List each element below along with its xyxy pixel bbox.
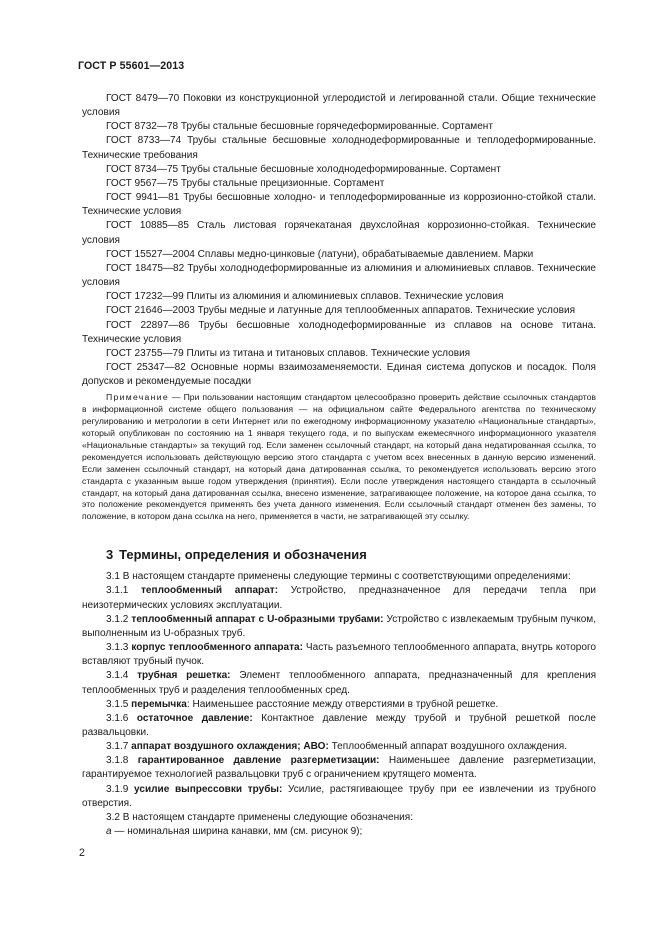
term-number: 3.1.9 [106,783,129,795]
term-number: 3.1.2 [106,613,129,625]
note-label: Примечание [106,392,169,403]
term-name: усилие выпрессовки трубы: [134,783,283,795]
term-name: перемычка [131,698,187,710]
section-number: 3 [106,547,114,563]
reference-item: ГОСТ 21646—2003 Трубы медные и латунные для теплообменных аппаратов. Технические условия [106,305,576,317]
reference-item: ГОСТ 8734—75 Трубы стальные бесшовные холоднодеформированные. Сортамент [106,163,501,175]
reference-item: ГОСТ 23755—79 Плиты из титана и титановых сплавов. Технические условия [106,347,471,359]
reference-item: ГОСТ 17232—99 Плиты из алюминия и алюминиевых сплавов. Технические условия [106,291,504,303]
reference-item: ГОСТ 9941—81 Трубы бесшовные холодно- и теплодеформированные из коррозионно-стойкой стали. Технические условия [82,192,596,218]
designation-text: — номинальная ширина канавки, мм (см. рисунок 9); [111,826,363,838]
reference-item: ГОСТ 25347—82 Основные нормы взаимозаменяемости. Единая система допусков и посадок. Поля допусков и рекомендуемые посадки [82,361,596,388]
term-number: 3.1.6 [106,712,129,724]
note-text: — При пользовании настоящим стандартом целесообразно проверить действие ссылочных стандартов в информационной системе общего пользования — на официальном сайте Федерального агентства по техническому регулированию и метрологии в сети Интернет или по ежегодному информационному указателю «Национальные стандарты», который опубликован по состоянию на 1 января текущего года, и по выпускам ежемесячного информационного указателя «Национальные стандарты» за текущий год. Если заменен ссылочный стандарт, на который дана недатированная ссылка, то рекомендуется использовать действующую версию этого стандарта с учетом всех внесенных в данную версию изменений. Если заменен ссылочный стандарт, на который дана датированная ссылка, то рекомендуется использовать версию этого стандарта с указанным выше годом утверждения (принятия). Если после утверждения настоящего стандарта в ссылочный стандарт, на который дана датированная ссылка, внесено изменение, затрагивающее положение, на которое дана ссылка, то это положение рекомендуется применять без учета данного изменения. Если ссылочный стандарт отменен без замены, то положение, в котором дана ссылка на него, применяется в части, не затрагивающей эту ссылку. [82,392,596,522]
term-definition [82,783,596,811]
term-name: гарантированное давление разгерметизации: [137,755,380,767]
term-definition [82,641,596,669]
term-text: Теплообменный аппарат воздушного охлаждения. [328,741,567,753]
page-number: 2 [79,847,85,859]
term-text: Контактное давление между трубой и трубной решеткой после развальцовки. [82,712,596,738]
term-name: остаточное давление: [136,712,253,724]
designation-symbol: a [106,826,112,838]
reference-item: ГОСТ 18475—82 Трубы холоднодеформированные из алюминия и алюминиевых сплавов. Технические условия [82,262,596,289]
term-definition [82,584,596,612]
section-heading [106,547,596,562]
term-text: Наименьшее давление разгерметизации, гарантируемое технологией развальцовки труб с ограничением крутящего момента. [82,755,596,781]
designations-intro: 3.2 В настоящем стандарте применены следующие обозначения: [106,811,414,823]
term-definition [82,740,596,754]
term-name: теплообменный аппарат с U-образными трубами: [131,613,384,625]
term-definition [82,669,596,697]
reference-item: ГОСТ 10885—85 Сталь листовая горячекатаная двухслойная коррозионно-стойкая. Технические условия [82,220,596,246]
term-text: Устройство, предназначенное для передачи тепла при неизотермических условиях эксплуатации. [82,585,597,611]
term-name: корпус теплообменного аппарата: [131,642,303,654]
term-name: теплообменный аппарат: [141,585,279,597]
term-number: 3.1.7 [106,741,129,753]
term-text: Часть разъемного теплообменного аппарата, внутрь которого вставляют трубный пучок. [82,642,597,668]
reference-item: ГОСТ 9567—75 Трубы стальные прецизионные. Сортамент [106,177,385,189]
reference-item: ГОСТ 8733—74 Трубы стальные бесшовные холоднодеформированные и теплодеформированные. Технические требования [82,135,596,161]
reference-item: ГОСТ 15527—2004 Сплавы медно-цинковые (латуни), обрабатываемые давлением. Марки [106,248,534,260]
term-text: Усилие, растягивающее трубу при ее извлечении из трубного отверстия. [82,783,596,809]
term-definition [82,613,596,641]
term-definition [82,754,596,782]
reference-item: ГОСТ 8732—78 Трубы стальные бесшовные горячедеформированные. Сортамент [106,121,493,133]
term-number: 3.1.8 [106,755,129,767]
references-list [82,92,596,389]
note-paragraph [82,392,596,523]
terms-intro: 3.1 В настоящем стандарте применены следующие термины с соответствующими определениями: [106,571,571,583]
term-text: : Наименьшее расстояние между отверстиями в трубной решетке. [186,698,499,710]
term-number: 3.1.1 [106,585,129,597]
term-text: Элемент теплообменного аппарата, предназначенный для крепления теплообменных труб и разделения теплообменных сред. [82,670,597,696]
term-name: трубная решетка: [137,670,231,682]
document-header: ГОСТ Р 55601—2013 [78,60,185,72]
reference-item: ГОСТ 22897—86 Трубы бесшовные холоднодеформированные из сплавов на основе титана. Технические условия [82,319,596,345]
term-text: Устройство с извлекаемым трубным пучком, выполненным из U-образных труб. [82,613,597,639]
term-definition [82,698,596,712]
term-definition [82,712,596,740]
term-number: 3.1.4 [106,670,129,682]
term-number: 3.1.3 [106,642,129,654]
term-name: аппарат воздушного охлаждения; АВО: [131,741,329,753]
designation-item [82,825,596,839]
page-content [82,92,596,839]
term-number: 3.1.5 [106,698,129,710]
reference-item: ГОСТ 8479—70 Поковки из конструкционной углеродистой и легированной стали. Общие технические условия [82,93,596,119]
section-title: Термины, определения и обозначения [119,547,367,563]
